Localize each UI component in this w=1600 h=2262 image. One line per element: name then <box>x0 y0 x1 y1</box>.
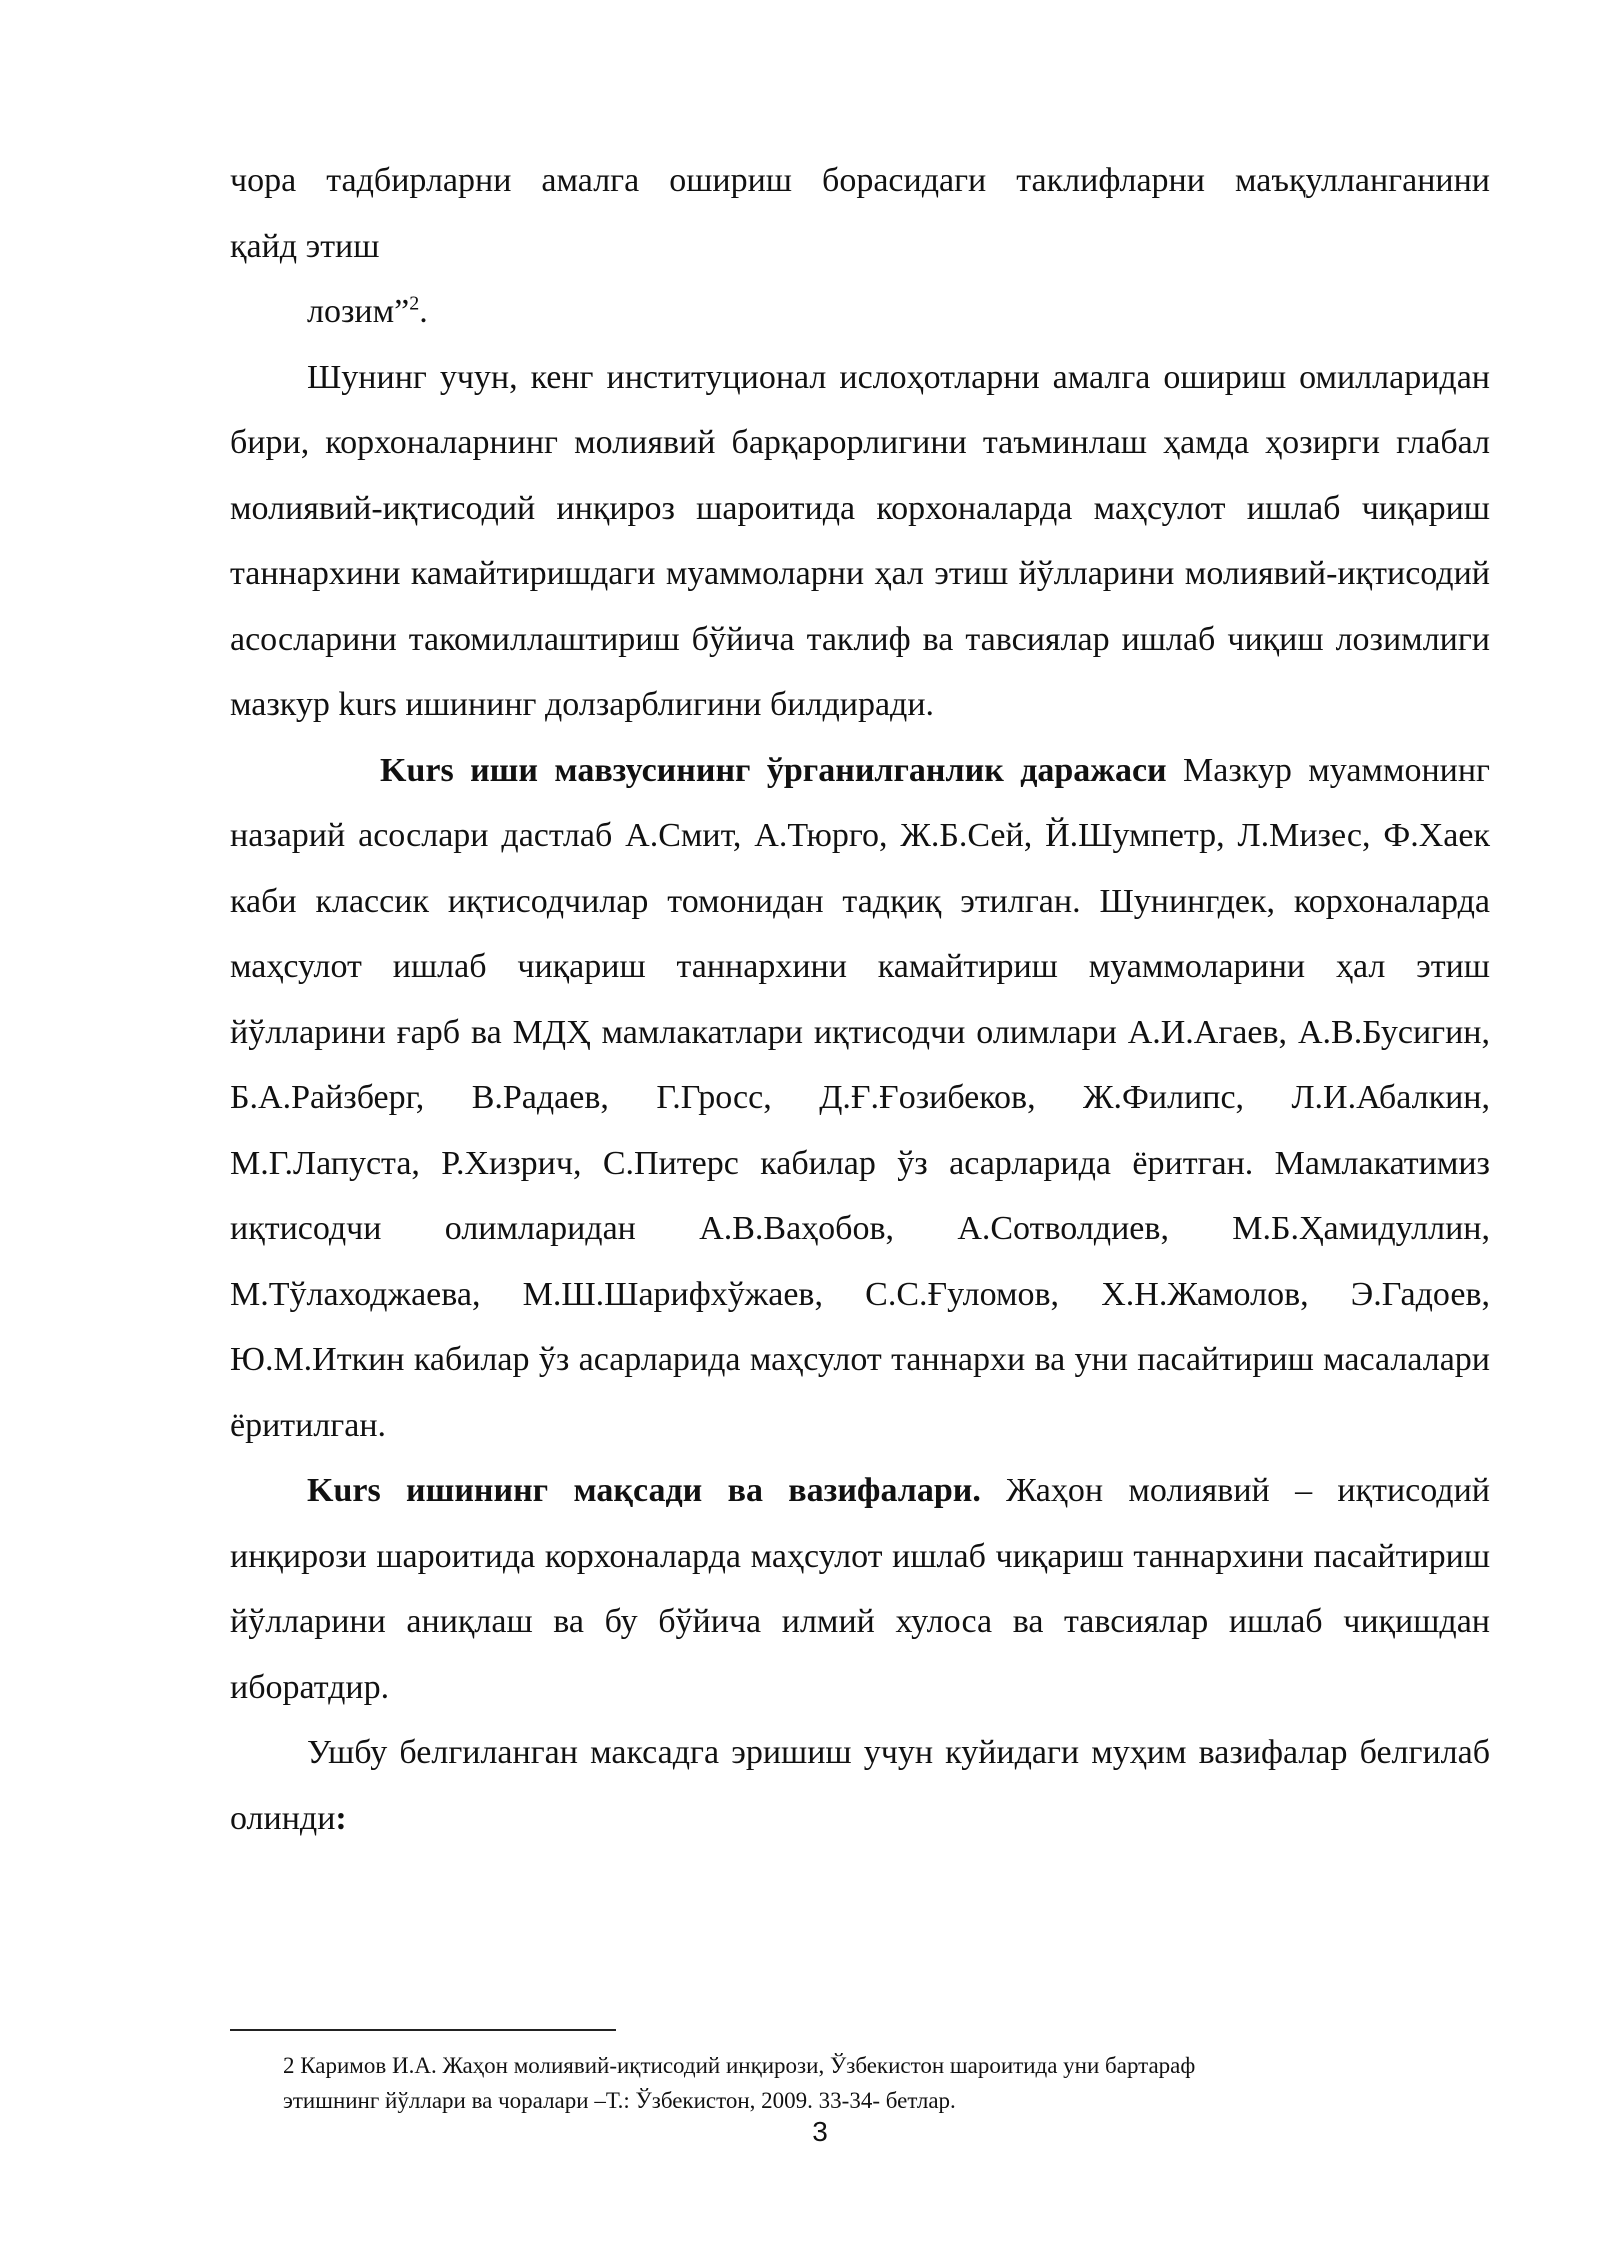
tasks-colon: : <box>335 1799 347 1837</box>
continuation-line-2: қайд этиш <box>230 227 380 265</box>
goal-paragraph <box>230 1458 1490 1720</box>
continuation-line-3-end: . <box>419 293 428 330</box>
study-level-heading: Kurs иши мавзусининг ўрганилганлик даражаси <box>380 751 1167 789</box>
footnote-line-1: 2 Каримов И.А. Жаҳон молиявий-иқтисодий инқирози, Ўзбекистон шароитида уни бартараф <box>283 2053 1196 2078</box>
study-level-body: Мазкур муаммонинг назарий асослари дастлаб А.Смит, А.Тюрго, Ж.Б.Сей, Й.Шумпетр, Л.Мизес, Ф.Хаек каби классик иқтисодчилар томонидан тадқиқ этилган. Шунингдек, корхоналарда маҳсулот ишлаб чиқариш таннархини камайтириш муаммоларини ҳал этиш йўлларини ғарб ва МДҲ мамлакатлари иқтисодчи олимлари А.И.Агаев, А.В.Бусигин, Б.А.Райзберг, В.Радаев, Г.Гросс, Д.Ғ.Ғозибеков, Ж.Филипс, Л.И.Абалкин, М.Г.Лапуста, Р.Хизрич, С.Питерс кабилар ўз асарларида ёритган. Мамлакатимиз иқтисодчи олимларидан А.В.Ваҳобов, А.Сотволдиев, М.Б.Ҳамидуллин, М.Тўлаходжаева, М.Ш.Шарифхўжаев, С.С.Ғуломов, Х.Н.Жамолов, Э.Гадоев, Ю.М.Иткин кабилар ўз асарларида маҳсулот таннархи ва уни пасайтириш масалалари ёритилган. <box>230 751 1490 1444</box>
footnote-separator <box>230 2029 616 2031</box>
footnote-line-2: этишнинг йўллари ва чоралари –Т.: Ўзбекистон, 2009. 33-34- бетлар. <box>283 2088 956 2113</box>
continuation-line-3 <box>230 279 1490 345</box>
study-level-paragraph <box>230 738 1490 1459</box>
goal-heading: Kurs ишининг мақсади ва вазифалари. <box>307 1472 981 1509</box>
page-number: 3 <box>812 2116 828 2147</box>
body-text <box>230 148 1490 1851</box>
footnote <box>283 2048 1433 2118</box>
continuation-line-1: чора тадбирларни амалга ошириш борасидаги таклифларни маъқулланганини <box>230 162 1490 199</box>
footnote-reference: 2 <box>409 292 420 315</box>
tasks-text: Ушбу белгиланган максадга эришиш учун куйидаги муҳим вазифалар белгилаб олинди <box>230 1734 1490 1837</box>
relevance-paragraph: Шунинг учун, кенг институционал ислоҳотларни амалга ошириш омилларидан бири, корхоналарнинг молиявий барқарорлигини таъминлаш ҳамда ҳозирги глабал молиявий-иқтисодий инқироз шароитида корхоналарда маҳсулот ишлаб чиқариш таннархини камайтиришдаги муаммоларни ҳал этиш йўлларини молиявий-иқтисодий асосларини такомиллаштириш бўйича таклиф ва тавсиялар ишлаб чиқиш лозимлиги мазкур kurs ишининг долзарблигини билдиради. <box>230 358 1490 723</box>
continuation-line-3-text: лозим” <box>307 293 410 330</box>
goal-body: Жаҳон молиявий – иқтисодий инқирози шароитида корхоналарда маҳсулот ишлаб чиқариш таннархини пасайтириш йўлларини аниқлаш ва бу бўйича илмий хулоса ва тавсиялар ишлаб чиқишдан иборатдир. <box>230 1472 1490 1706</box>
tasks-paragraph <box>230 1720 1490 1851</box>
